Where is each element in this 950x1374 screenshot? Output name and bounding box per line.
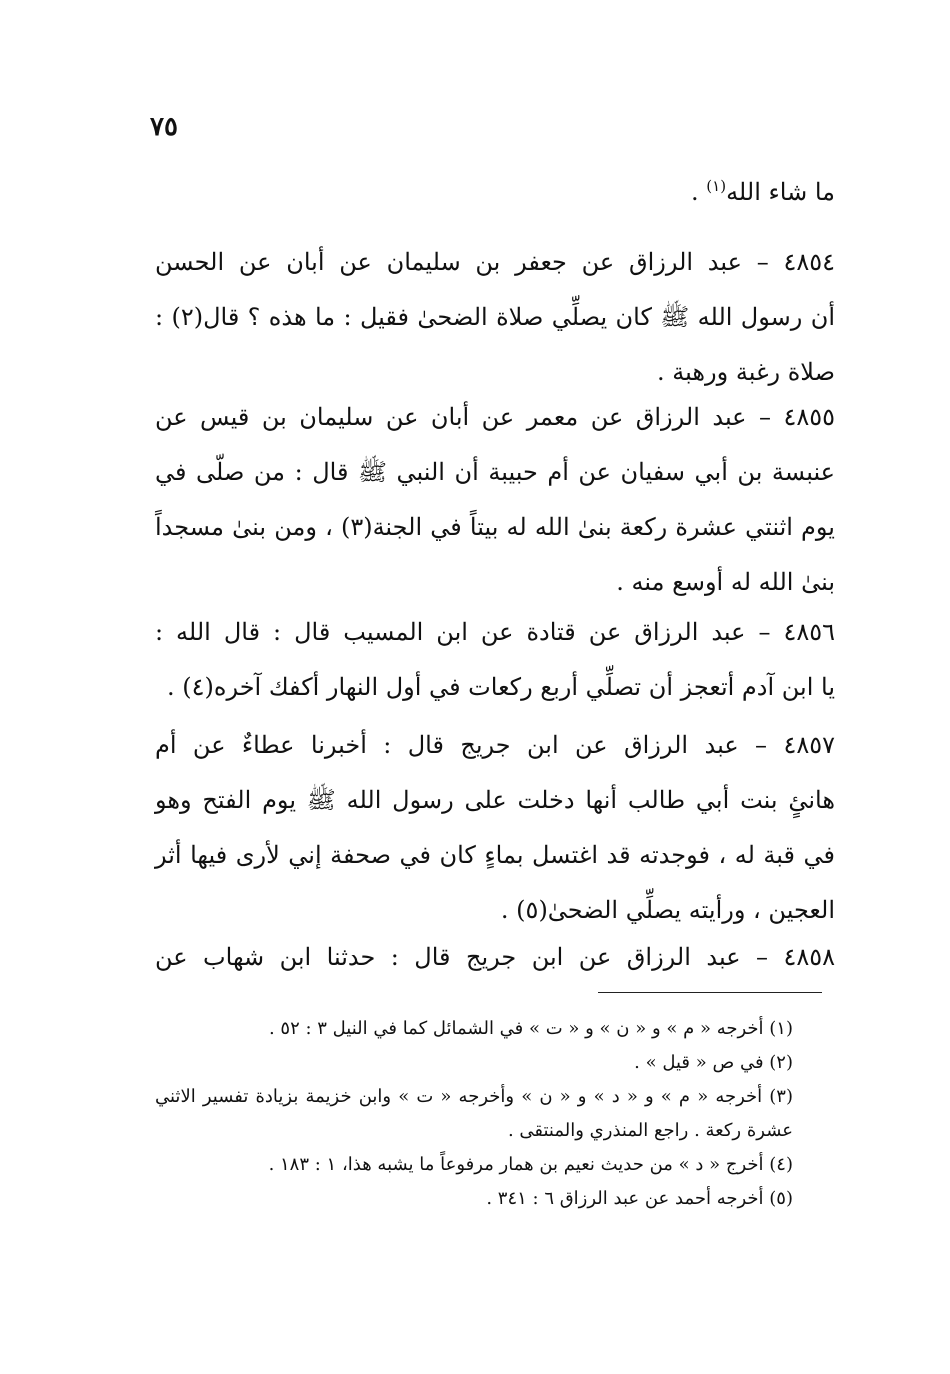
footnotes	[155, 1012, 825, 1216]
hadith-4855	[155, 390, 835, 610]
hadith-4854	[155, 235, 835, 400]
paragraph-line: عنبسة بن أبي سفيان عن أم حبيبة أن النبي ﷺ قال : من صلّى في	[155, 458, 836, 486]
hadith-4857	[155, 718, 835, 938]
page-number: ٧٥	[150, 112, 178, 142]
paragraph-line: ٤٨٥٨ – عبد الرزاق عن ابن جريج قال : حدثنا ابن شهاب عن	[155, 943, 835, 971]
hadith-4856	[155, 605, 835, 715]
paragraph-line	[155, 165, 835, 220]
line-tail: .	[691, 178, 707, 206]
paragraph-line: ٤٨٥٦ – عبد الرزاق عن قتادة عن ابن المسيب قال : قال الله :	[155, 618, 835, 646]
paragraph-line: ٤٨٥٥ – عبد الرزاق عن معمر عن أبان عن سليمان بن قيس عن	[155, 403, 835, 431]
paragraph-line: يوم اثنتي عشرة ركعة بنىٰ الله له بيتاً في الجنة(٣) ، ومن بنىٰ مسجداً	[155, 513, 835, 541]
paragraph-line: في قبة له ، فوجدته قد اغتسل بماءٍ كان في صحفة إني لأرى فيها أثر	[155, 841, 835, 869]
footnote: (٣) أخرجه « م » و « د » و « ن » وأخرجه « ت » وابن خزيمة بزيادة تفسير الاثني عشرة ركعة . راجع المنذري والمنتقى .	[155, 1086, 793, 1141]
hadith-4858	[155, 930, 835, 985]
paragraph-line: هانئٍ بنت أبي طالب أنها دخلت على رسول الله ﷺ يوم الفتح وهو	[155, 786, 835, 814]
paragraph-line: يا ابن آدم أتعجز أن تصلِّي أربع ركعات في أول النهار أكفك آخره(٤) .	[167, 673, 835, 701]
paragraph-line: العجين ، ورأيته يصلِّي الضحىٰ(٥) .	[500, 896, 835, 924]
paragraph-line: بنىٰ الله له أوسع منه .	[616, 568, 835, 596]
paragraph-line: ٤٨٥٧ – عبد الرزاق عن ابن جريج قال : أخبرنا عطاءٌ عن أم	[155, 731, 835, 759]
footnote-separator	[598, 992, 822, 993]
paragraph-line: ٤٨٥٤ – عبد الرزاق عن جعفر بن سليمان عن أبان عن الحسن	[155, 248, 835, 276]
footnote: (١) أخرجه « م » و « ن » و « ت » في الشمائل كما في النيل ٣ : ٥٢ .	[268, 1018, 793, 1039]
paragraph-line: أن رسول الله ﷺ كان يصلِّي صلاة الضحىٰ فقيل : ما هذه ؟ قال(٢) :	[155, 303, 836, 331]
line-text: ما شاء الله	[726, 178, 835, 206]
paragraph-line: صلاة رغبة ورهبة .	[657, 358, 835, 386]
footnote: (٤) أخرج « د » من حديث نعيم بن همار مرفوعاً ما يشبه هذا، ١ : ١٨٣ .	[268, 1154, 793, 1175]
footnote: (٥) أخرجه أحمد عن عبد الرزاق ٦ : ٣٤١ .	[486, 1188, 793, 1209]
footnote-marker: (١)	[706, 177, 727, 195]
continuation-paragraph	[155, 165, 835, 220]
footnote: (٢) في ص « قيل » .	[634, 1052, 793, 1073]
